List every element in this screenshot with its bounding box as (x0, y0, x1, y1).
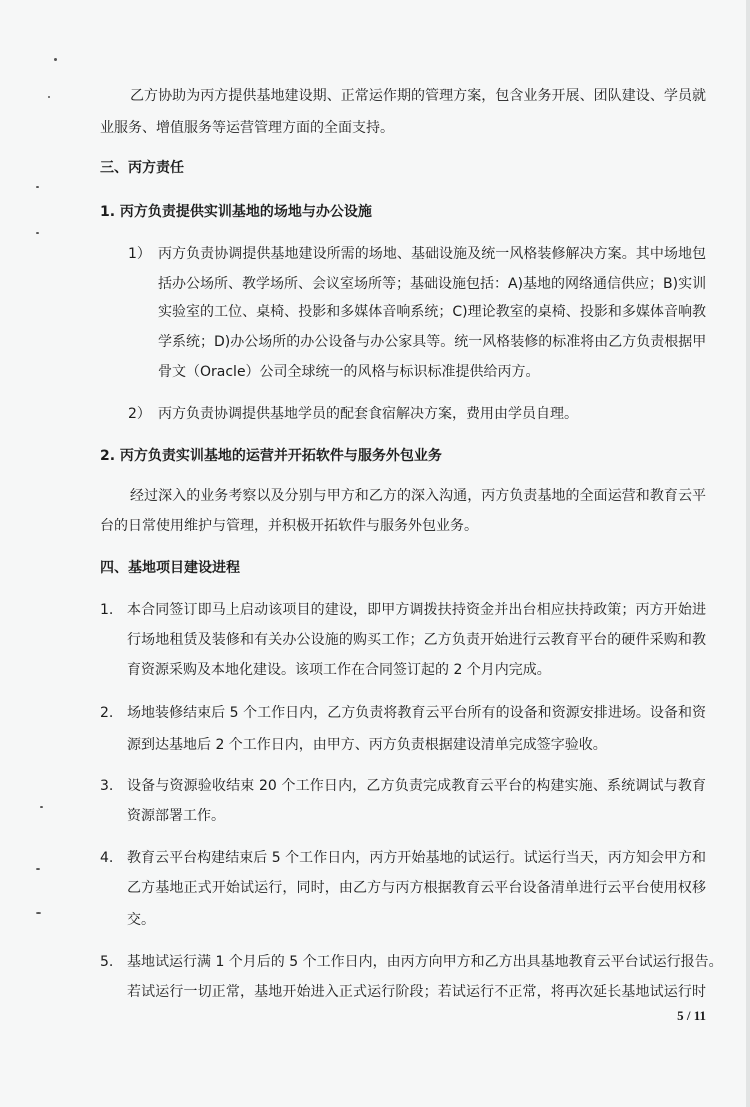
list-item-line: 基地试运行满 1 个月后的 5 个工作日内，由丙方向甲方和乙方出具基地教育云平台试运行报告。 (127, 954, 723, 970)
paragraph-line: 台的日常使用维护与管理，并积极开拓软件与服务外包业务。 (100, 518, 478, 534)
scan-speck (48, 96, 50, 98)
list-marker: 2. (100, 705, 114, 721)
list-item-line: 育资源采购及本地化建设。该项工作在合同签订起的 2 个月内完成。 (127, 662, 551, 678)
list-item-line: 资源部署工作。 (127, 808, 225, 824)
list-item-line: 实验室的工位、桌椅、投影和多媒体音响系统；C)理论教室的桌椅、投影和多媒体音响教 (158, 304, 706, 320)
page-number: 5 / 11 (677, 1008, 706, 1023)
scan-speck (36, 912, 41, 914)
list-marker: 1） (128, 246, 151, 262)
scan-edge (746, 0, 750, 1107)
list-item-line: 括办公场所、教学场所、会议室场所等；基础设施包括：A)基地的网络通信供应；B)实训 (158, 276, 707, 292)
list-item-line: 丙方负责协调提供基地学员的配套食宿解决方案，费用由学员自理。 (158, 406, 578, 422)
list-item-line: 丙方负责协调提供基地建设所需的场地、基础设施及统一风格装修解决方案。其中场地包 (158, 246, 706, 262)
subsection-heading: 1. 丙方负责提供实训基地的场地与办公设施 (100, 204, 372, 220)
list-item-line: 设备与资源验收结束 20 个工作日内，乙方负责完成教育云平台的构建实施、系统调试与教育 (127, 778, 706, 794)
list-item-line: 骨文（Oracle）公司全球统一的风格与标识标准提供给丙方。 (158, 364, 540, 380)
list-item-line: 若试运行一切正常，基地开始进入正式运行阶段；若试运行不正常，将再次延长基地试运行时 (127, 984, 706, 1000)
section-heading: 三、丙方责任 (100, 160, 184, 176)
scan-speck (40, 806, 43, 808)
list-marker: 4. (100, 850, 114, 866)
intro-line: 业服务、增值服务等运营管理方面的全面支持。 (100, 120, 394, 136)
list-marker: 1. (100, 602, 114, 618)
section-heading: 四、基地项目建设进程 (100, 560, 240, 576)
list-marker: 2） (128, 406, 151, 422)
scan-speck (54, 58, 57, 61)
list-item-line: 源到达基地后 2 个工作日内，由甲方、丙方负责根据建设清单完成签字验收。 (127, 737, 607, 753)
list-marker: 5. (100, 954, 114, 970)
list-item-line: 交。 (127, 912, 155, 928)
list-marker: 3. (100, 778, 114, 794)
subsection-heading: 2. 丙方负责实训基地的运营并开拓软件与服务外包业务 (100, 448, 442, 464)
list-item-line: 本合同签订即马上启动该项目的建设，即甲方调拨扶持资金并出台相应扶持政策；丙方开始进 (127, 602, 706, 618)
list-item-line: 乙方基地正式开始试运行，同时，由乙方与丙方根据教育云平台设备清单进行云平台使用权移 (127, 880, 706, 896)
scan-speck (36, 186, 39, 188)
scan-speck (36, 232, 39, 234)
intro-line: 乙方协助为丙方提供基地建设期、正常运作期的管理方案，包含业务开展、团队建设、学员就 (130, 88, 706, 104)
paragraph-line: 经过深入的业务考察以及分别与甲方和乙方的深入沟通，丙方负责基地的全面运营和教育云平 (130, 488, 706, 504)
scan-speck (36, 868, 40, 870)
list-item-line: 学系统；D)办公场所的办公设备与办公家具等。统一风格装修的标准将由乙方负责根据甲 (158, 334, 707, 350)
list-item-line: 场地装修结束后 5 个工作日内，乙方负责将教育云平台所有的设备和资源安排进场。设备和资 (127, 705, 706, 721)
list-item-line: 教育云平台构建结束后 5 个工作日内，丙方开始基地的试运行。试运行当天，丙方知会甲方和 (127, 850, 706, 866)
list-item-line: 行场地租赁及装修和有关办公设施的购买工作；乙方负责开始进行云教育平台的硬件采购和教 (127, 632, 706, 648)
